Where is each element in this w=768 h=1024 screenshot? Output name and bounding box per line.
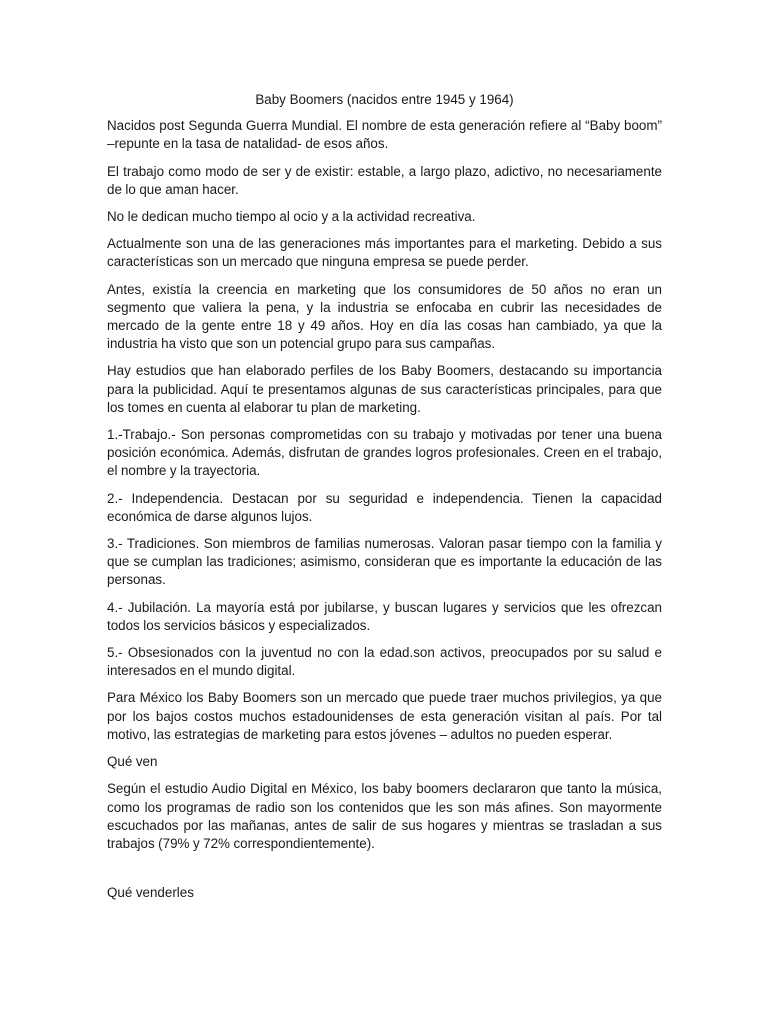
list-item-trabajo: 1.-Trabajo.- Son personas comprometidas con su trabajo y motivadas por tener una buena posición económica. Además, disfrutan de grandes logros profesionales. Creen en el trabajo, el nombre y la trayectoria. (107, 427, 662, 479)
paragraph-work: El trabajo como modo de ser y de existir: estable, a largo plazo, adictivo, no necesariamente de lo que aman hacer. (107, 163, 662, 197)
list-item-independencia: 2.- Independencia. Destacan por su seguridad e independencia. Tienen la capacidad económica de darse algunos lujos. (107, 490, 662, 524)
paragraph-origin: Nacidos post Segunda Guerra Mundial. El nombre de esta generación refiere al “Baby boom” –repunte en la tasa de natalidad- de esos años. (107, 118, 662, 152)
list-item-juventud: 5.- Obsesionados con la juventud no con la edad.son activos, preocupados por su salud e interesados en el mundo digital. (107, 645, 662, 679)
paragraph-past-belief: Antes, existía la creencia en marketing que los consumidores de 50 años no eran un segmento que valiera la pena, y la industria se enfocaba en cubrir las necesidades de mercado de la gente entre 18 y 49 años. Hoy en día las cosas han cambiado, ya que la industria ha visto que son un potencial grupo para sus campañas. (107, 281, 662, 352)
section-heading-que-ven: Qué ven (107, 754, 158, 770)
blank-line (107, 862, 662, 884)
section-heading-que-venderles: Qué venderles (107, 885, 194, 901)
paragraph-audio-digital: Según el estudio Audio Digital en México, los baby boomers declararon que tanto la música, como los programas de radio son los contenidos que les son más afines. Son mayormente escuchados por las mañanas, antes de salir de sus hogares y mientras se trasladan a sus trabajos (79% y 72% correspondientemente). (107, 781, 662, 851)
paragraph-leisure: No le dedican mucho tiempo al ocio y a la actividad recreativa. (107, 209, 476, 225)
list-item-jubilacion: 4.- Jubilación. La mayoría está por jubilarse, y buscan lugares y servicios que les ofrezcan todos los servicios básicos y especializados. (107, 599, 662, 633)
paragraph-mexico: Para México los Baby Boomers son un mercado que puede traer muchos privilegios, ya que por los bajos costos muchos estadounidenses de esta generación visitan al país. Por tal motivo, las estrategias de marketing para estos jóvenes – adultos no pueden esperar. (107, 690, 662, 742)
paragraph-marketing-importance: Actualmente son una de las generaciones más importantes para el marketing. Debido a sus características son un mercado que ninguna empresa se puede perder. (107, 236, 662, 270)
paragraph-studies: Hay estudios que han elaborado perfiles de los Baby Boomers, destacando su importancia para la publicidad. Aquí te presentamos algunas de sus características principales, para que los tomes en cuenta al elaborar tu plan de marketing. (107, 363, 662, 415)
document-page (107, 91, 662, 911)
list-item-tradiciones: 3.- Tradiciones. Son miembros de familias numerosas. Valoran pasar tiempo con la familia y que se cumplan las tradiciones; asimismo, consideran que es importante la educación de las personas. (107, 536, 662, 588)
document-title: Baby Boomers (nacidos entre 1945 y 1964) (255, 92, 514, 107)
